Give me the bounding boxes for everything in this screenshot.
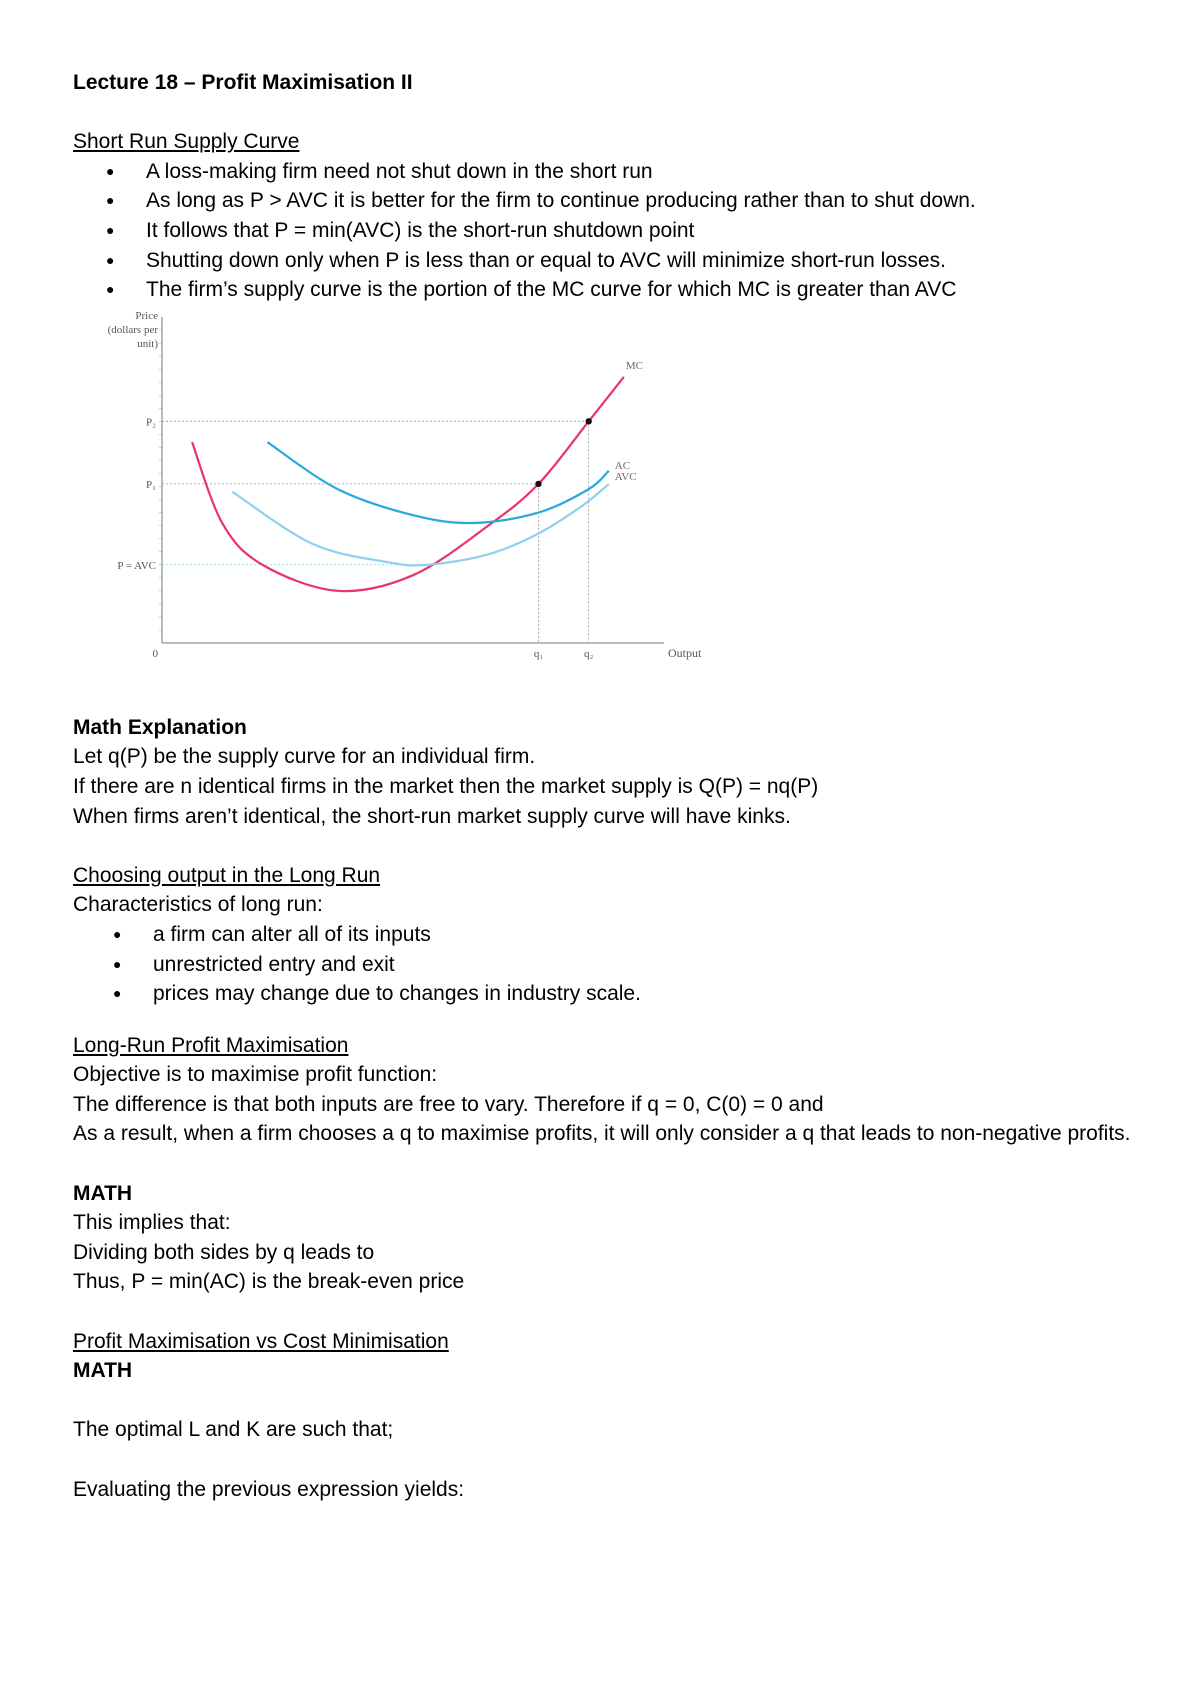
series-label-ac: AC bbox=[614, 459, 631, 472]
series-label-avc: AVC bbox=[614, 470, 637, 483]
long-run-bullets bbox=[73, 920, 1133, 1009]
bullet-item: ● a firm can alter all of its inputs bbox=[73, 920, 1133, 950]
text-line: The difference is that both inputs are free to vary. Therefore if q = 0, C(0) = 0 and bbox=[73, 1092, 824, 1116]
text-line: If there are n identical firms in the market then the market supply is Q(P) = nq(P) bbox=[73, 774, 819, 798]
math-explanation-heading: Math Explanation bbox=[73, 715, 247, 739]
spacer bbox=[73, 1386, 1133, 1416]
section-heading-long-run-profit: Long-Run Profit Maximisation bbox=[73, 1033, 349, 1057]
x-tick-label: q₁ bbox=[533, 647, 544, 660]
spacer bbox=[73, 1009, 1133, 1031]
spacer bbox=[73, 98, 1133, 128]
text-line: The optimal L and K are such that; bbox=[73, 1418, 394, 1442]
document-page bbox=[73, 68, 1133, 1504]
bullet-item: ● The firm’s supply curve is the portion of the MC curve for which MC is greater than AVC bbox=[73, 275, 1133, 305]
y-tick-label: P₁ bbox=[146, 478, 156, 491]
series-label-mc: MC bbox=[625, 359, 643, 372]
spacer bbox=[73, 1445, 1133, 1475]
text-line: When firms aren’t identical, the short-run market supply curve will have kinks. bbox=[73, 804, 791, 828]
math-heading: MATH bbox=[73, 1181, 133, 1205]
section-heading-long-run: Choosing output in the Long Run bbox=[73, 863, 381, 887]
text-line: Thus, P = min(AC) is the break-even price bbox=[73, 1270, 465, 1294]
spacer bbox=[73, 1297, 1133, 1327]
math-heading: MATH bbox=[73, 1359, 133, 1383]
short-run-bullets bbox=[73, 157, 1133, 305]
bullet-item: ● prices may change due to changes in industry scale. bbox=[73, 979, 1133, 1009]
y-axis-label: (dollars per bbox=[107, 323, 158, 336]
bullet-item: ● As long as P > AVC it is better for the firm to continue producing rather than to shut down. bbox=[73, 186, 1133, 216]
y-axis-label: Price bbox=[135, 309, 158, 322]
text-line: Characteristics of long run: bbox=[73, 893, 323, 917]
section-heading-short-run: Short Run Supply Curve bbox=[73, 130, 300, 154]
x-axis-label: Output bbox=[668, 645, 702, 660]
bullet-item: ● unrestricted entry and exit bbox=[73, 950, 1133, 980]
section-heading-profit-vs-cost: Profit Maximisation vs Cost Minimisation bbox=[73, 1329, 449, 1353]
series-line-ac bbox=[267, 442, 608, 523]
data-point bbox=[586, 418, 592, 424]
y-tick-label: P = AVC bbox=[117, 559, 156, 572]
text-line: Let q(P) be the supply curve for an individual firm. bbox=[73, 745, 536, 769]
bullet-item: ● It follows that P = min(AVC) is the short-run shutdown point bbox=[73, 216, 1133, 246]
text-line: This implies that: bbox=[73, 1211, 231, 1235]
x-tick-label: q₂ bbox=[584, 647, 594, 660]
spacer bbox=[73, 831, 1133, 861]
text-paragraph: As a result, when a firm chooses a q to maximise profits, it will only consider a q that leads to non-negative profits. bbox=[73, 1122, 1131, 1146]
origin-label: 0 bbox=[152, 647, 158, 660]
cost-curves-chart bbox=[104, 307, 704, 707]
text-line: Objective is to maximise profit function: bbox=[73, 1063, 438, 1087]
page-title: Lecture 18 – Profit Maximisation II bbox=[73, 71, 413, 94]
y-axis-label: unit) bbox=[137, 337, 158, 350]
data-point bbox=[535, 480, 541, 486]
y-tick-label: P₂ bbox=[146, 416, 156, 429]
text-line: Dividing both sides by q leads to bbox=[73, 1240, 375, 1264]
bullet-item: ● Shutting down only when P is less than or equal to AVC will minimize short-run losses. bbox=[73, 246, 1133, 276]
text-line: Evaluating the previous expression yields: bbox=[73, 1477, 465, 1501]
series-line-avc bbox=[232, 484, 609, 566]
bullet-item: ● A loss-making firm need not shut down in the short run bbox=[73, 157, 1133, 187]
chart-svg bbox=[104, 307, 704, 707]
spacer bbox=[73, 1149, 1133, 1179]
